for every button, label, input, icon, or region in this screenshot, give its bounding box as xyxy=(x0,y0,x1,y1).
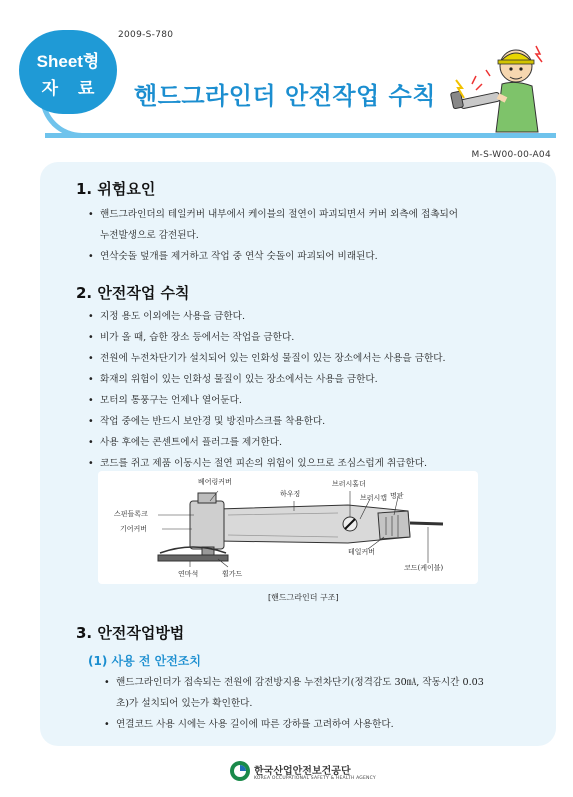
sheet-type-badge xyxy=(19,30,117,114)
list-item xyxy=(104,714,484,735)
label-bearing-cover: 베어링커버 xyxy=(198,478,232,486)
pre-use-list xyxy=(104,672,484,735)
section-heading-methods: 3. 안전작업방법 xyxy=(76,624,185,642)
section-heading-hazards: 1. 위험요인 xyxy=(76,180,156,198)
list-item-line: • 핸드그라인더가 접속되는 전원에 감전방지용 누전차단기(정격감도 30㎃, 작동시간 0.03 xyxy=(116,677,484,688)
list-item xyxy=(104,672,484,714)
badge-line-2: 자료 xyxy=(41,79,115,99)
list-item: • 비가 올 때, 습한 장소 등에서는 작업을 금한다. xyxy=(88,327,446,348)
organization-name: 한국산업안전보건공단 xyxy=(254,766,351,777)
list-item xyxy=(88,204,458,246)
label-spindle-lock: 스핀들록크 xyxy=(114,510,148,518)
list-item: • 지정 용도 이외에는 사용을 금한다. xyxy=(88,306,446,327)
list-item-line: 누전발생으로 감전된다. xyxy=(100,230,199,241)
hazards-list xyxy=(88,204,458,267)
list-item-line: • 연삭숫돌 덮개를 제거하고 작업 중 연삭 숫돌이 파괴되어 비래된다. xyxy=(100,251,378,262)
rules-list xyxy=(88,306,446,474)
list-item: • 모터의 통풍구는 언제나 열어둔다. xyxy=(88,390,446,411)
document-id: M-S-W00-00-A04 xyxy=(471,150,551,160)
label-gear-cover: 기어커버 xyxy=(120,525,148,533)
badge-line-1: Sheet형 xyxy=(36,52,100,71)
label-grinding-stone: 연마석 xyxy=(178,570,199,578)
label-wheel-guard: 휠가드 xyxy=(222,570,243,578)
label-housing: 하우징 xyxy=(280,490,301,498)
list-item: • 작업 중에는 반드시 보안경 및 방진마스크를 착용한다. xyxy=(88,411,446,432)
document-code: 2009-S-780 xyxy=(118,30,174,40)
worker-grinder-illustration xyxy=(450,40,550,138)
label-tail-cover: 테일커버 xyxy=(348,548,376,556)
subsection-heading-pre-use: (1) 사용 전 안전조치 xyxy=(88,654,201,668)
list-item: • 사용 후에는 콘센트에서 플러그를 제거한다. xyxy=(88,432,446,453)
list-item xyxy=(88,246,458,267)
list-item-line: • 연결코드 사용 시에는 사용 길이에 따른 강하를 고려하여 사용한다. xyxy=(116,719,394,730)
label-brush-cap: 브러시캡 xyxy=(360,494,388,502)
organization-name-english: KOREA OCCUPATIONAL SAFETY & HEALTH AGENCY xyxy=(254,776,376,781)
page-title: 핸드그라인더 안전작업 수칙 xyxy=(134,82,436,110)
list-item: • 전원에 누전차단기가 설치되어 있는 인화성 물질이 있는 장소에서는 사용을 금한다. xyxy=(88,348,446,369)
label-brush-holder: 브러시홀더 xyxy=(332,480,366,488)
kosha-logo-icon xyxy=(229,760,251,782)
list-item: • 화재의 위험이 있는 인화성 물질이 있는 장소에서는 사용을 금한다. xyxy=(88,369,446,390)
label-nameplate: 명판 xyxy=(390,492,404,500)
list-item-line: • 핸드그라인더의 테일커버 내부에서 케이블의 절연이 파괴되면서 커버 외측에 접촉되어 xyxy=(100,209,459,220)
section-heading-rules: 2. 안전작업 수칙 xyxy=(76,284,190,302)
label-cord: 코드(케이블) xyxy=(404,564,444,572)
diagram-caption: [핸드그라인더 구조] xyxy=(268,593,339,602)
list-item-line: 초)가 설치되어 있는가 확인한다. xyxy=(116,698,253,709)
list-item: • 코드를 쥐고 제품 이동시는 절연 피손의 위험이 있으므로 조심스럽게 취급한다. xyxy=(88,453,446,474)
grinder-structure-diagram xyxy=(98,471,478,584)
